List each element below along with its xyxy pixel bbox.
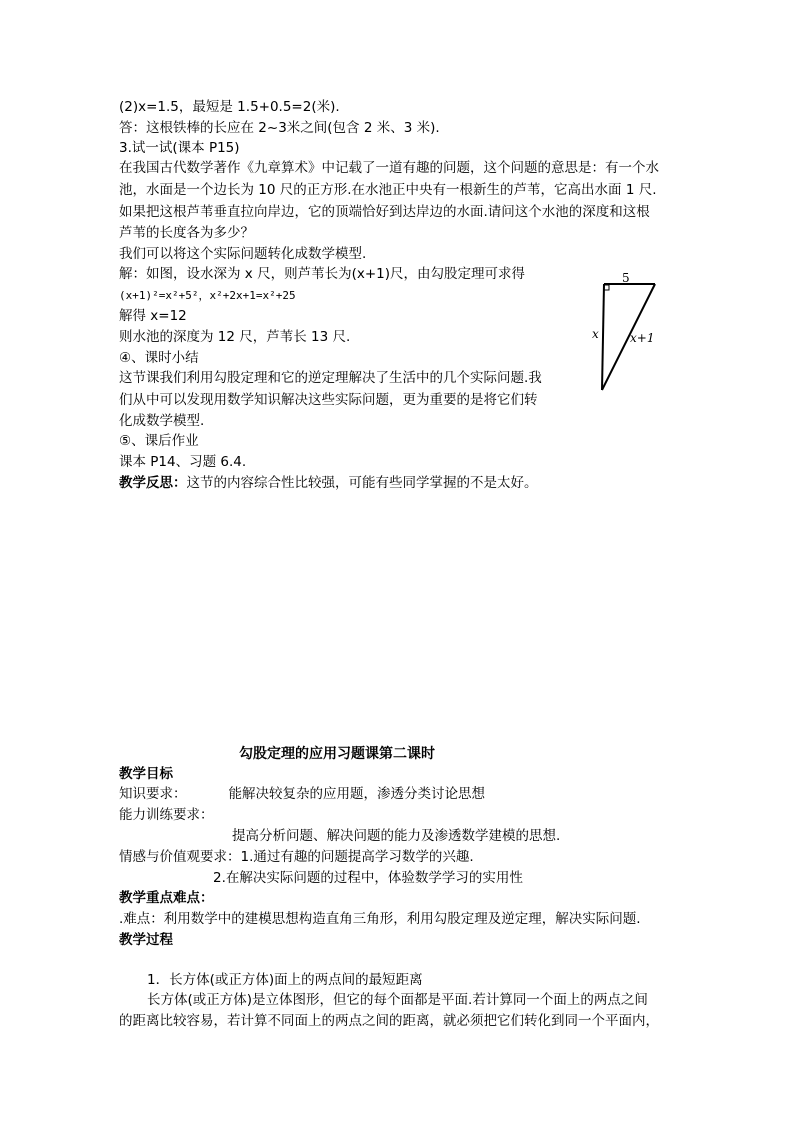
text-line: 解：如图，设水深为 x 尺，则芦苇长为(x+1)尺，由勾股定理可求得 — [119, 266, 525, 282]
ability-label: 能力训练要求： — [119, 807, 214, 823]
text-line: 课本 P14、习题 6.4. — [119, 454, 247, 470]
text-line: 答：这根铁棒的长应在 2~3米之间(包含 2 米、3 米). — [119, 120, 440, 136]
knowledge-text: 能解决较复杂的应用题，渗透分类讨论思想 — [228, 786, 485, 802]
top-side-label: 5 — [622, 271, 630, 285]
reflection-label: 教学反思： — [119, 475, 187, 491]
page-title: 勾股定理的应用习题课第二课时 — [239, 746, 435, 762]
emotion-line: 2.在解决实际问题的过程中，体验数学学习的实用性 — [213, 870, 523, 886]
equation-line: (x+1)²=x²+5²，x²+2x+1=x²+25 — [119, 289, 296, 302]
text-line: .难点：利用数学中的建模思想构造直角三角形，利用勾股定理及逆定理，解决实际问题. — [119, 911, 641, 927]
text-line: 在我国古代数学著作《九章算术》中记载了一道有趣的问题，这个问题的意思是：有一个水 — [119, 160, 659, 176]
text-line: 我们可以将这个实际问题转化成数学模型. — [119, 246, 367, 262]
hypotenuse-label: x+1 — [630, 331, 655, 345]
reflection-line — [119, 474, 538, 492]
text-line: (2)x=1.5，最短是 1.5+0.5=2(米). — [119, 99, 340, 115]
emotion-line: 情感与价值观要求：1.通过有趣的问题提高学习数学的兴趣. — [119, 849, 474, 865]
text-line: 芦苇的长度各为多少？ — [119, 225, 254, 241]
right-triangle-diagram — [588, 268, 668, 396]
text-line: 们从中可以发现用数学知识解决这些实际问题，更为重要的是将它们转 — [119, 392, 538, 408]
section-heading: ⑤、课后作业 — [119, 433, 199, 449]
left-side-label: x — [592, 327, 599, 341]
text-line: 3.试一试(课本 P15) — [119, 140, 240, 156]
text-line: 池，水面是一个边长为 10 尺的正方形.在水池正中央有一根新生的芦苇，它高出水面 1 尺. — [119, 182, 657, 198]
text-line: 长方体(或正方体)是立体图形，但它的每个面都是平面.若计算同一个面上的两点之间 — [147, 992, 648, 1008]
section-heading: 教学目标 — [119, 766, 173, 782]
section-heading: 教学过程 — [119, 932, 173, 948]
section-heading: ④、课时小结 — [119, 350, 199, 366]
ability-text: 提高分析问题、解决问题的能力及渗透数学建模的思想. — [232, 828, 561, 844]
text-line: 则水池的深度为 12 尺，芦苇长 13 尺. — [119, 329, 351, 345]
section-heading: 教学重点难点： — [119, 890, 214, 906]
text-line: 的距离比较容易，若计算不同面上的两点之间的距离，就必须把它们转化到同一个平面内， — [119, 1013, 659, 1029]
text-line: 这节课我们利用勾股定理和它的逆定理解决了生活中的几个实际问题.我 — [119, 370, 542, 386]
text-line: 如果把这根芦苇垂直拉向岸边，它的顶端恰好到达岸边的水面.请问这个水池的深度和这根 — [119, 204, 650, 220]
knowledge-label: 知识要求： — [119, 786, 187, 802]
text-line: 解得 x=12 — [119, 308, 187, 324]
reflection-text: 这节的内容综合性比较强，可能有些同学掌握的不是太好。 — [186, 475, 538, 491]
subsection-title: 1．长方体(或正方体)面上的两点间的最短距离 — [147, 972, 423, 988]
knowledge-line — [119, 785, 485, 803]
text-line: 化成数学模型. — [119, 413, 205, 429]
